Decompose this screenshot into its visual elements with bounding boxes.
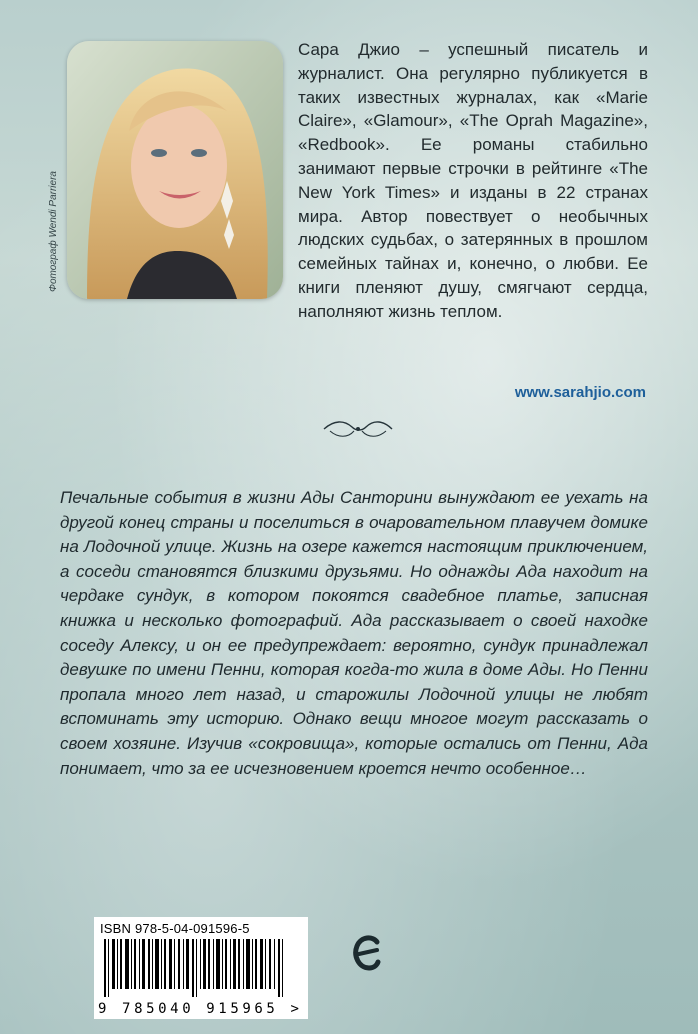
author-bio-text: Сара Джио – успешный писатель и журналист. Она регулярно публикуется в таких известных журналах, как «Marie Claire», «Glamour», «The Oprah Magazine», «Redbook». Ее романы стабильно занимают первые строчки в рейтинге «The New York Times» и изданы в 22 странах мира. Автор повествует о необычных людских судьбах, о затерянных в прошлом семейных тайнах и, конечно, о любви. Ее книги пленяют душу, смягчают сердца, наполняют жизнь теплом. (298, 40, 648, 321)
barcode-bars (100, 939, 300, 997)
isbn-number: ISBN 978-5-04-091596-5 (100, 921, 250, 936)
publisher-logo-icon (353, 934, 381, 974)
author-bio (60, 38, 648, 324)
flourish-ornament-icon (322, 416, 394, 442)
photo-credit: Фотограф Wendi Parriera (48, 171, 59, 292)
author-website-link[interactable]: www.sarahjio.com (514, 384, 646, 401)
bio-photo-spacer (60, 38, 298, 303)
isbn-barcode (94, 917, 308, 1019)
book-synopsis: Печальные события в жизни Ады Санторини вынуждают ее уехать на другой конец страны и поселиться в очаровательном плавучем домике на Лодочной улице. Жизнь на озере кажется настоящим приключением, а соседи становятся близкими друзьями. Но однажды Ада находит на чердаке сундук, в котором покоятся свадебное платье, записная книжка и несколько фотографий. Ада рассказывает о своей находке соседу Алексу, и он ее предупреждает: вероятно, сундук принадлежал девушке по имени Пенни, которая когда-то жила в доме Ады. Но Пенни пропала много лет назад, и старожилы Лодочной улицы не любят вспоминать эту историю. Однако вещи многое могут рассказать о своем хозяине. Изучив «сокровища», которые остались от Пенни, Ада понимает, что за ее исчезновением кроется нечто особенное… (60, 488, 648, 778)
barcode-digits: 9 785040 915965 > (98, 1001, 303, 1017)
